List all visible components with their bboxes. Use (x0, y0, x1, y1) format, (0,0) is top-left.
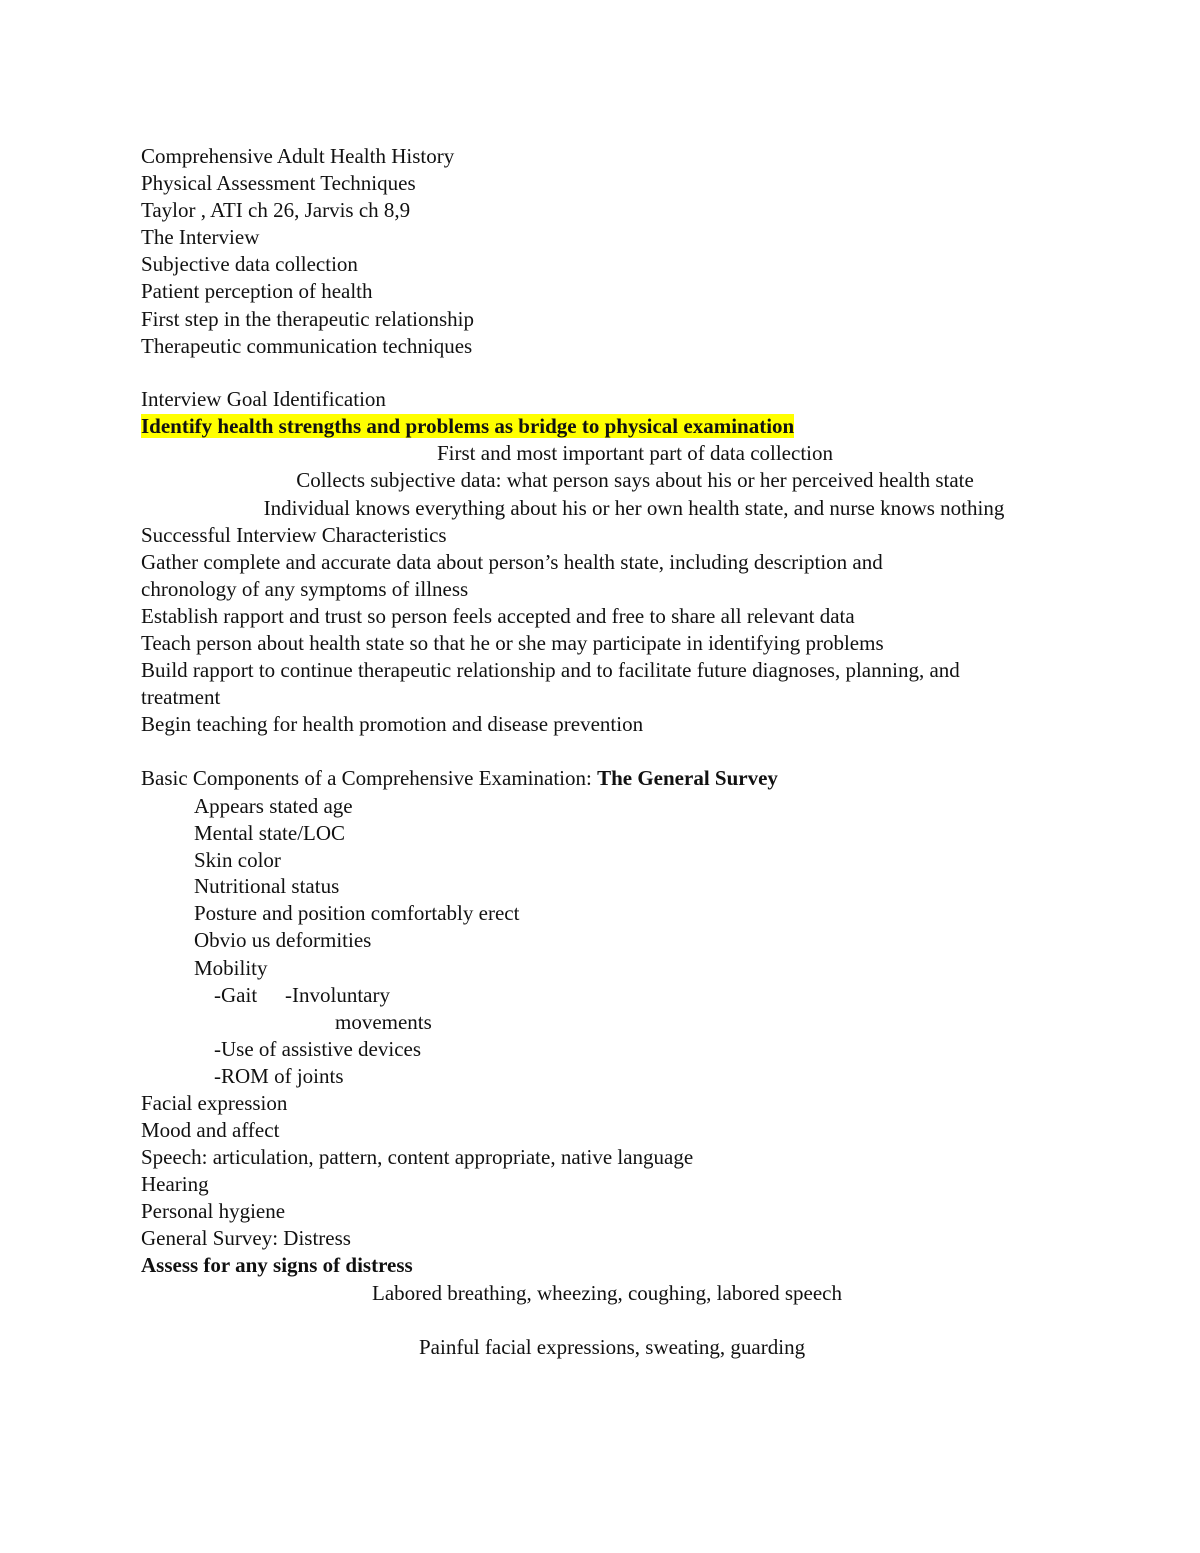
centered-line: Individual knows everything about his or her own health state, and nurse knows nothing (263, 496, 1005, 520)
section-heading-general-survey (141, 765, 778, 792)
text-line: Hearing (141, 1172, 209, 1196)
text-line: Gather complete and accurate data about person’s health state, including description and (141, 550, 883, 574)
centered-line: First and most important part of data collection (437, 441, 833, 465)
text-line: Begin teaching for health promotion and disease prevention (141, 712, 644, 736)
sub-item: -ROM of joints (214, 1064, 344, 1088)
highlighted-text: Identify health strengths and problems as bridge to physical examination (141, 414, 795, 438)
section-heading-interview-goal: Interview Goal Identification (141, 387, 386, 411)
list-item: Appears stated age (194, 794, 353, 818)
section-heading-successful-interview: Successful Interview Characteristics (141, 523, 447, 547)
distress-signs-line: Labored breathing, wheezing, coughing, labored speech (372, 1281, 842, 1305)
list-item: Nutritional status (194, 874, 340, 898)
text-line: Build rapport to continue therapeutic relationship and to facilitate future diagnoses, planning, and (141, 658, 960, 682)
text-line: Mood and affect (141, 1118, 280, 1142)
text-line: Establish rapport and trust so person feels accepted and free to share all relevant data (141, 604, 855, 628)
list-item: Obvio us deformities (194, 928, 372, 952)
sub-item: -Involuntary (285, 983, 390, 1007)
heading-bold: The General Survey (597, 766, 778, 790)
distress-signs-line: Painful facial expressions, sweating, guarding (419, 1335, 806, 1359)
section-heading-interview: The Interview (141, 225, 260, 249)
text-line: Patient perception of health (141, 279, 373, 303)
sub-item: -Gait (214, 983, 258, 1007)
sub-item: movements (335, 1010, 432, 1034)
sub-item: -Use of assistive devices (214, 1037, 422, 1061)
text-line: Personal hygiene (141, 1199, 286, 1223)
list-item: Posture and position comfortably erect (194, 901, 520, 925)
list-item: Mobility (194, 956, 268, 980)
text-line: Facial expression (141, 1091, 288, 1115)
list-item: Mental state/LOC (194, 821, 346, 845)
centered-line: Collects subjective data: what person says about his or her perceived health state (296, 468, 974, 492)
text-line: General Survey: Distress (141, 1226, 351, 1250)
highlighted-statement (141, 413, 794, 440)
text-line: Teach person about health state so that he or she may participate in identifying problems (141, 631, 884, 655)
text-line: Subjective data collection (141, 252, 358, 276)
distress-heading: Assess for any signs of distress (141, 1253, 413, 1277)
text-line: First step in the therapeutic relationship (141, 307, 475, 331)
text-line: Speech: articulation, pattern, content appropriate, native language (141, 1145, 694, 1169)
doc-references: Taylor , ATI ch 26, Jarvis ch 8,9 (141, 198, 411, 222)
list-item: Skin color (194, 848, 281, 872)
doc-title: Comprehensive Adult Health History (141, 144, 455, 168)
text-line: treatment (141, 685, 221, 709)
text-line: chronology of any symptoms of illness (141, 577, 469, 601)
heading-prefix: Basic Components of a Comprehensive Examination: (141, 766, 598, 790)
text-line: Therapeutic communication techniques (141, 334, 473, 358)
doc-subtitle: Physical Assessment Techniques (141, 171, 416, 195)
